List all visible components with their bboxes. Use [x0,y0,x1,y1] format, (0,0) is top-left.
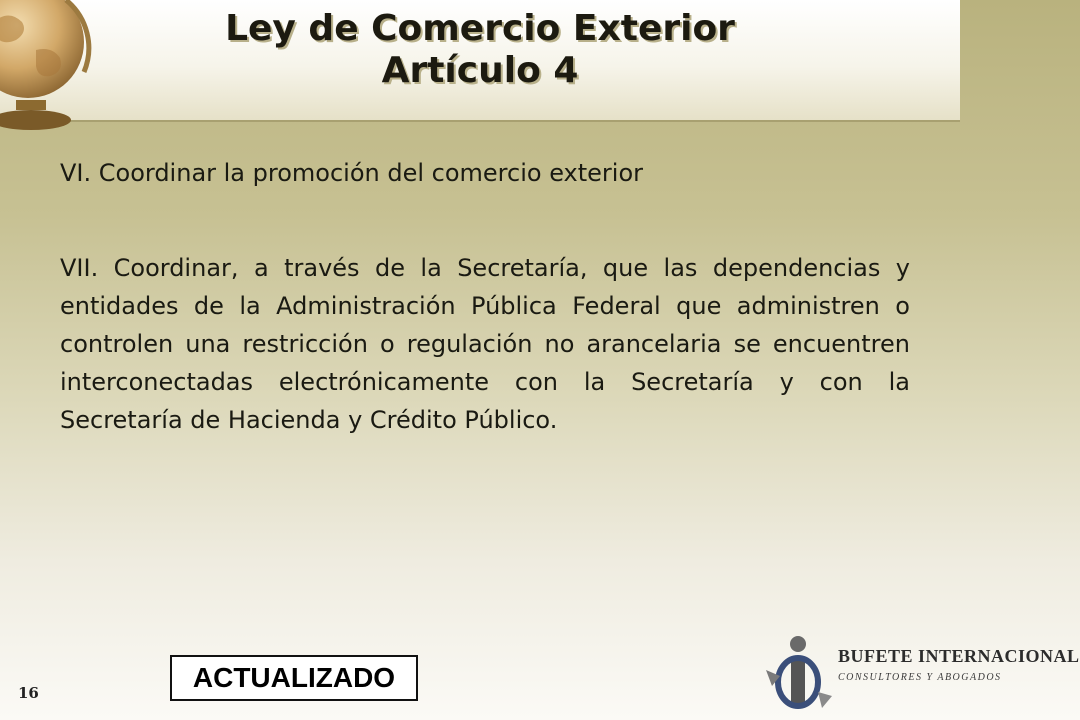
logo-subtitle: CONSULTORES Y ABOGADOS [838,672,1002,683]
bufete-logo-icon [758,630,838,716]
slide-title [0,8,960,92]
bufete-logo [758,630,1080,716]
list-item-vi: VI. Coordinar la promoción del comercio exterior [60,159,643,187]
list-item-vii: VII. Coordinar, a través de la Secretaría, que las dependencias y entidades de la Administración Pública Federal que administren o controlen una restricción o regulación no arancelaria se encuentren interconectadas electrónicamente con la Secretaría y con la Secretaría de Hacienda y Crédito Público. [60,254,910,434]
title-line-1: Ley de Comercio Exterior [225,8,735,49]
updated-badge: ACTUALIZADO [170,655,418,701]
title-line-2: Artículo 4 [381,50,579,91]
slide-number: 16 [18,684,39,702]
logo-name: BUFETE INTERNACIONAL [838,646,1080,666]
